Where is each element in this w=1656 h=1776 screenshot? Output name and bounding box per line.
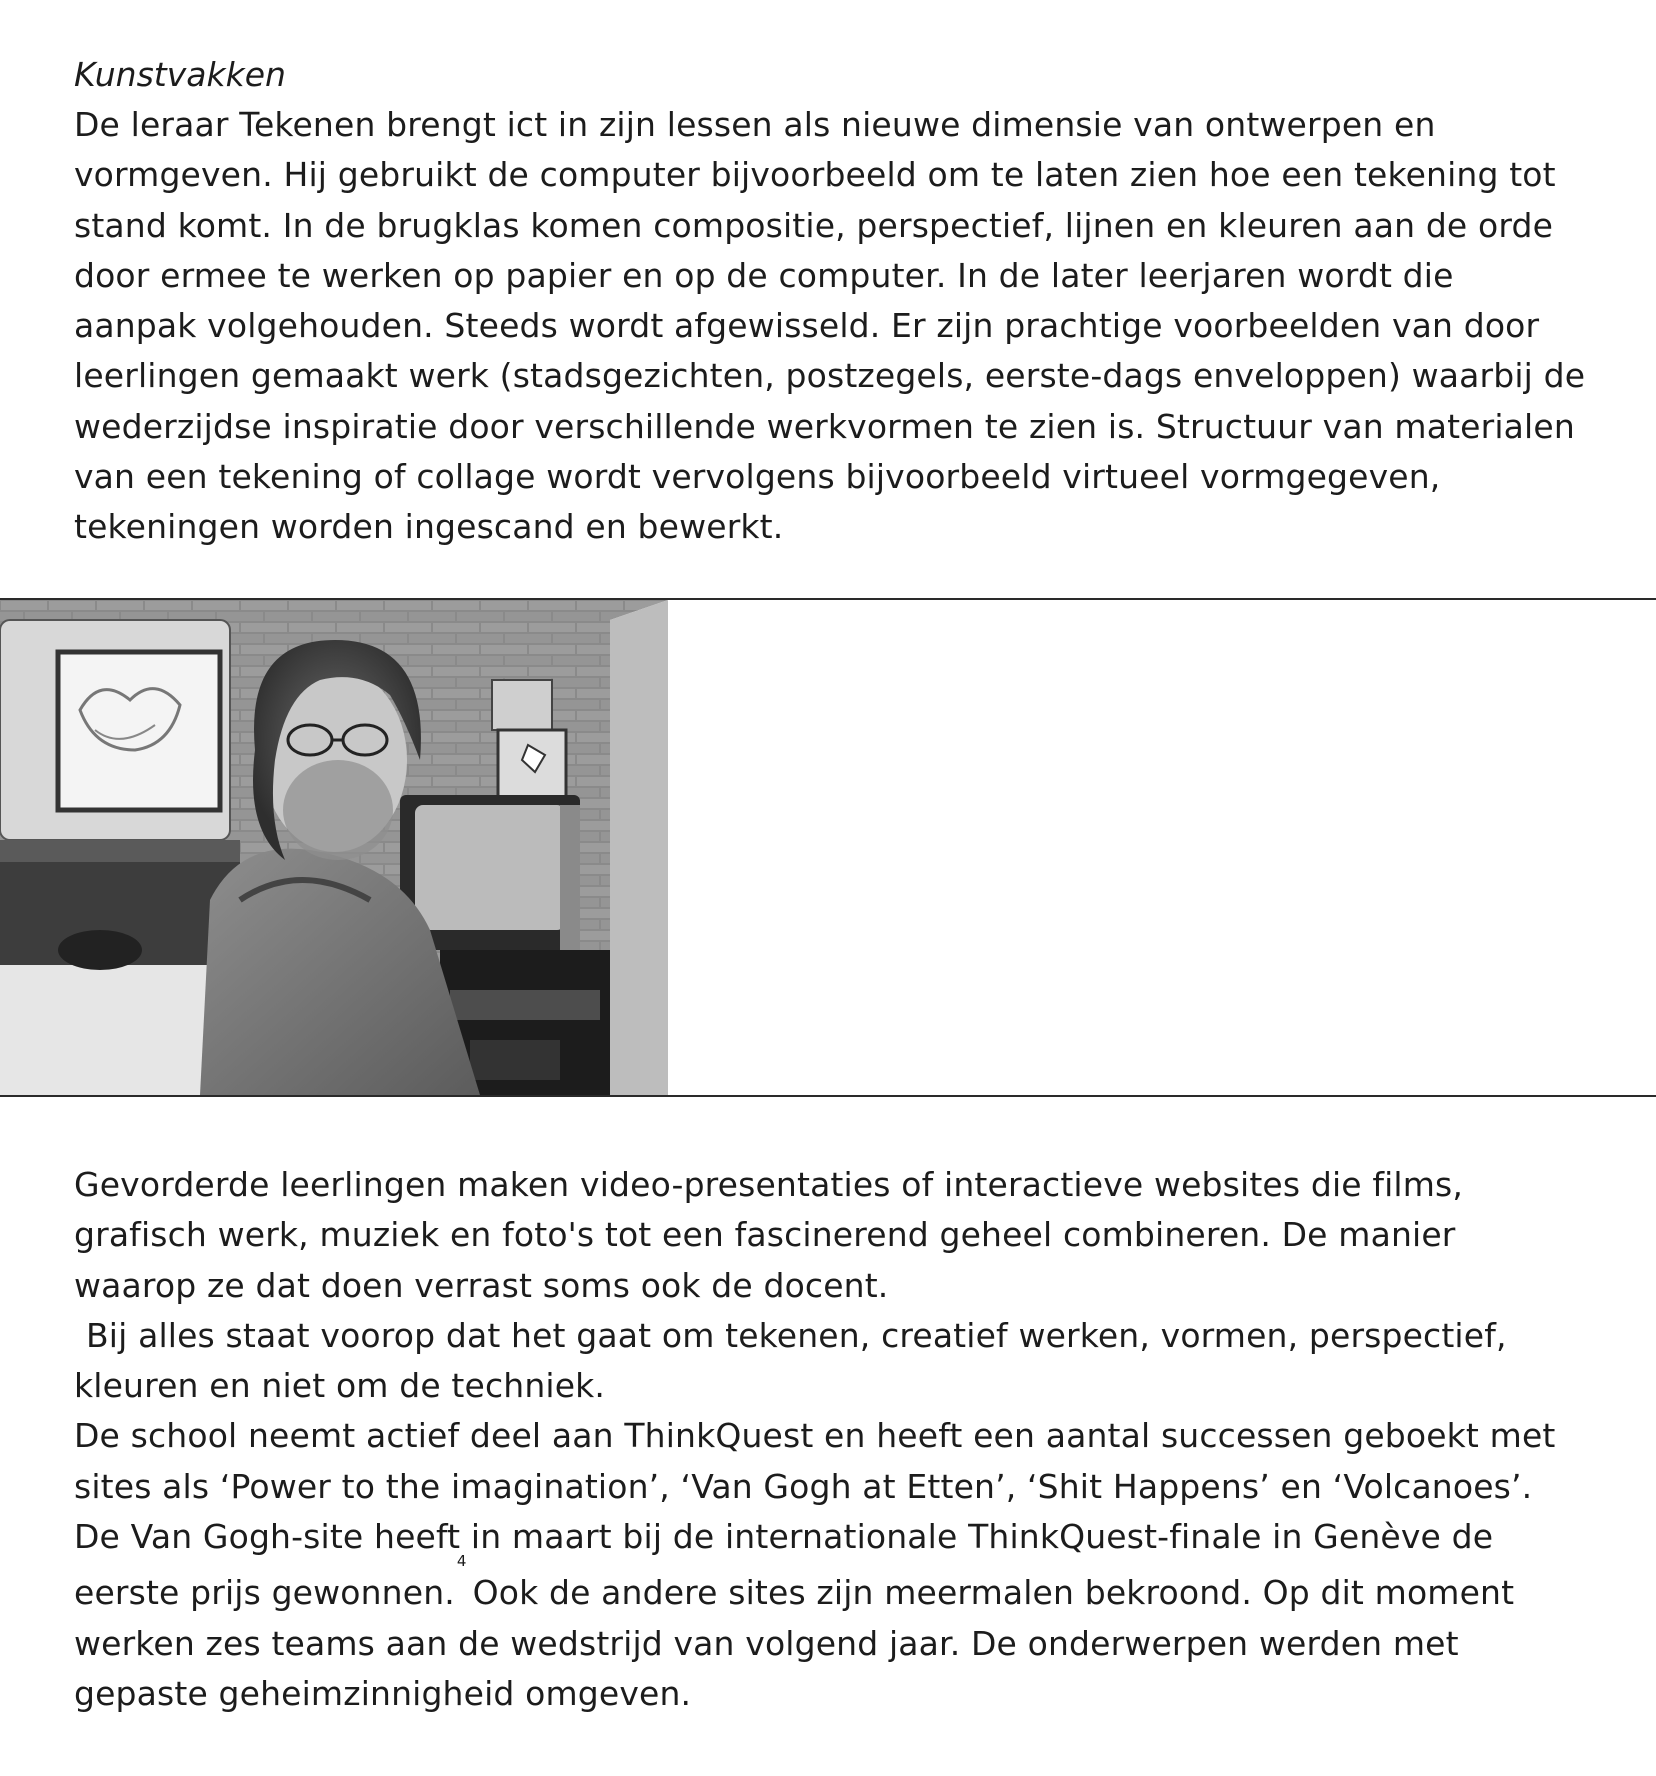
teacher-photo <box>0 600 670 1095</box>
text-line: Gevorderde leerlingen maken video-presentaties of interactieve websites die films, <box>74 1165 1464 1204</box>
text-line: vormgeven. Hij gebruikt de computer bijvoorbeeld om te laten zien hoe een tekening tot <box>74 155 1556 195</box>
footnote-marker[interactable]: 4 <box>456 1552 467 1571</box>
text-line: gepaste geheimzinnigheid omgeven. <box>74 1673 692 1713</box>
text-fragment: Ook de andere sites zijn meermalen bekroond. Op dit moment <box>472 1573 1515 1613</box>
text-line: aanpak volgehouden. Steeds wordt afgewisseld. Er zijn prachtige voorbeelden van door <box>74 306 1540 346</box>
text-line: De Van Gogh-site heeft in maart bij de internationale ThinkQuest-finale in Genève de <box>74 1517 1494 1557</box>
text-line: De school neemt actief deel aan ThinkQuest en heeft een aantal successen geboekt met <box>74 1416 1556 1456</box>
text-line: leerlingen gemaakt werk (stadsgezichten, postzegels, eerste-dags enveloppen) waarbij de <box>74 356 1586 396</box>
text-line: werken zes teams aan de wedstrijd van volgend jaar. De onderwerpen werden met <box>74 1623 1459 1663</box>
text-line: stand komt. In de brugklas komen compositie, perspectief, lijnen en kleuren aan de orde <box>74 205 1554 245</box>
intro-paragraph <box>74 100 1654 553</box>
text-line: kleuren en niet om de techniek. <box>74 1366 606 1406</box>
text-line: sites als ‘Power to the imagination’, ‘Van Gogh at Etten’, ‘Shit Happens’ en ‘Volcanoes’. <box>74 1466 1533 1506</box>
text-line: tekeningen worden ingescand en bewerkt. <box>74 507 784 547</box>
text-fragment: eerste prijs gewonnen. <box>74 1573 455 1613</box>
text-line: Bij alles staat voorop dat het gaat om tekenen, creatief werken, vormen, perspectief, <box>86 1315 1507 1355</box>
text-line: waarop ze dat doen verrast soms ook de docent. <box>74 1265 889 1305</box>
section-title: Kunstvakken <box>74 55 286 94</box>
text-line-with-footnote <box>74 1552 1654 1618</box>
text-line: De leraar Tekenen brengt ict in zijn lessen als nieuwe dimensie van ontwerpen en <box>74 105 1436 144</box>
photo-bottom-rule <box>0 1095 1656 1097</box>
lower-paragraph <box>74 1160 1654 1719</box>
text-line: van een tekening of collage wordt vervolgens bijvoorbeeld virtueel vormgegeven, <box>74 457 1441 497</box>
text-line: wederzijdse inspiratie door verschillende werkvormen te zien is. Structuur van materialen <box>74 406 1575 446</box>
text-line: grafisch werk, muziek en foto's tot een fascinerend geheel combineren. De manier <box>74 1215 1456 1255</box>
text-line: door ermee te werken op papier en op de computer. In de later leerjaren wordt die <box>74 255 1454 295</box>
